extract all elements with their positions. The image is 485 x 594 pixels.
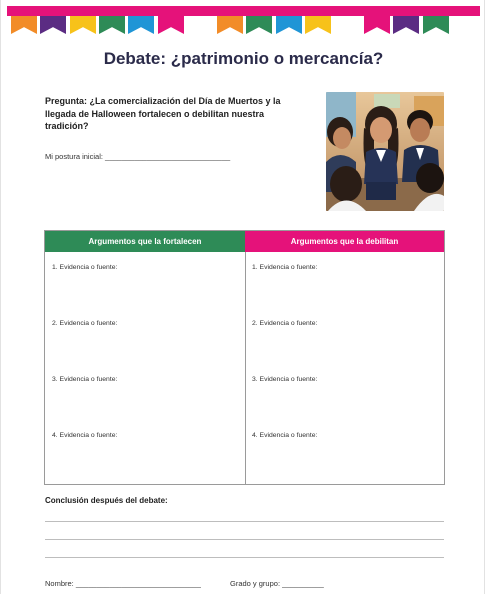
papel-picado-flag xyxy=(158,16,184,34)
right-evidence-4: 4. Evidencia o fuente: xyxy=(252,432,318,439)
papel-picado-flag xyxy=(246,16,272,34)
name-field: Nombre: ______________________________ xyxy=(45,579,201,588)
left-evidence-1: 1. Evidencia o fuente: xyxy=(52,264,118,271)
left-evidence-3: 3. Evidencia o fuente: xyxy=(52,376,118,383)
column-header-strengthen: Argumentos que la fortalecen xyxy=(45,231,245,252)
papel-picado-flag xyxy=(70,16,96,34)
arguments-table xyxy=(44,230,445,485)
debate-question: Pregunta: ¿La comercialización del Día de Muertos y la llegada de Halloween fortalecen o debilitan nuestra tradición? xyxy=(45,96,281,131)
left-evidence-2: 2. Evidencia o fuente: xyxy=(52,320,118,327)
conclusion-line xyxy=(45,557,444,558)
right-evidence-2: 2. Evidencia o fuente: xyxy=(252,320,318,327)
right-evidence-1: 1. Evidencia o fuente: xyxy=(252,264,318,271)
papel-picado-flag xyxy=(364,16,390,34)
papel-picado-flags xyxy=(7,16,480,34)
grade-group-field: Grado y grupo: __________ xyxy=(230,579,324,588)
column-header-weaken: Argumentos que la debilitan xyxy=(245,231,444,252)
papel-picado-flag xyxy=(305,16,331,34)
papel-picado-flag xyxy=(128,16,154,34)
papel-picado-flag xyxy=(393,16,419,34)
conclusion-line xyxy=(45,521,444,522)
column-divider xyxy=(245,252,246,484)
left-evidence-4: 4. Evidencia o fuente: xyxy=(52,432,118,439)
students-discussion-illustration xyxy=(326,92,444,211)
students-discussion-image xyxy=(326,92,444,211)
initial-stance-field: Mi postura inicial: ______________________________ xyxy=(45,152,231,161)
papel-picado-flag xyxy=(40,16,66,34)
papel-picado-flag xyxy=(99,16,125,34)
right-evidence-3: 3. Evidencia o fuente: xyxy=(252,376,318,383)
papel-picado-flag xyxy=(276,16,302,34)
conclusion-line xyxy=(45,539,444,540)
papel-picado-flag xyxy=(423,16,449,34)
papel-picado-flag xyxy=(11,16,37,34)
papel-picado-flag xyxy=(217,16,243,34)
conclusion-label: Conclusión después del debate: xyxy=(45,496,168,505)
papel-picado-bar xyxy=(7,6,480,16)
page-title: Debate: ¿patrimonio o mercancía? xyxy=(103,49,384,68)
